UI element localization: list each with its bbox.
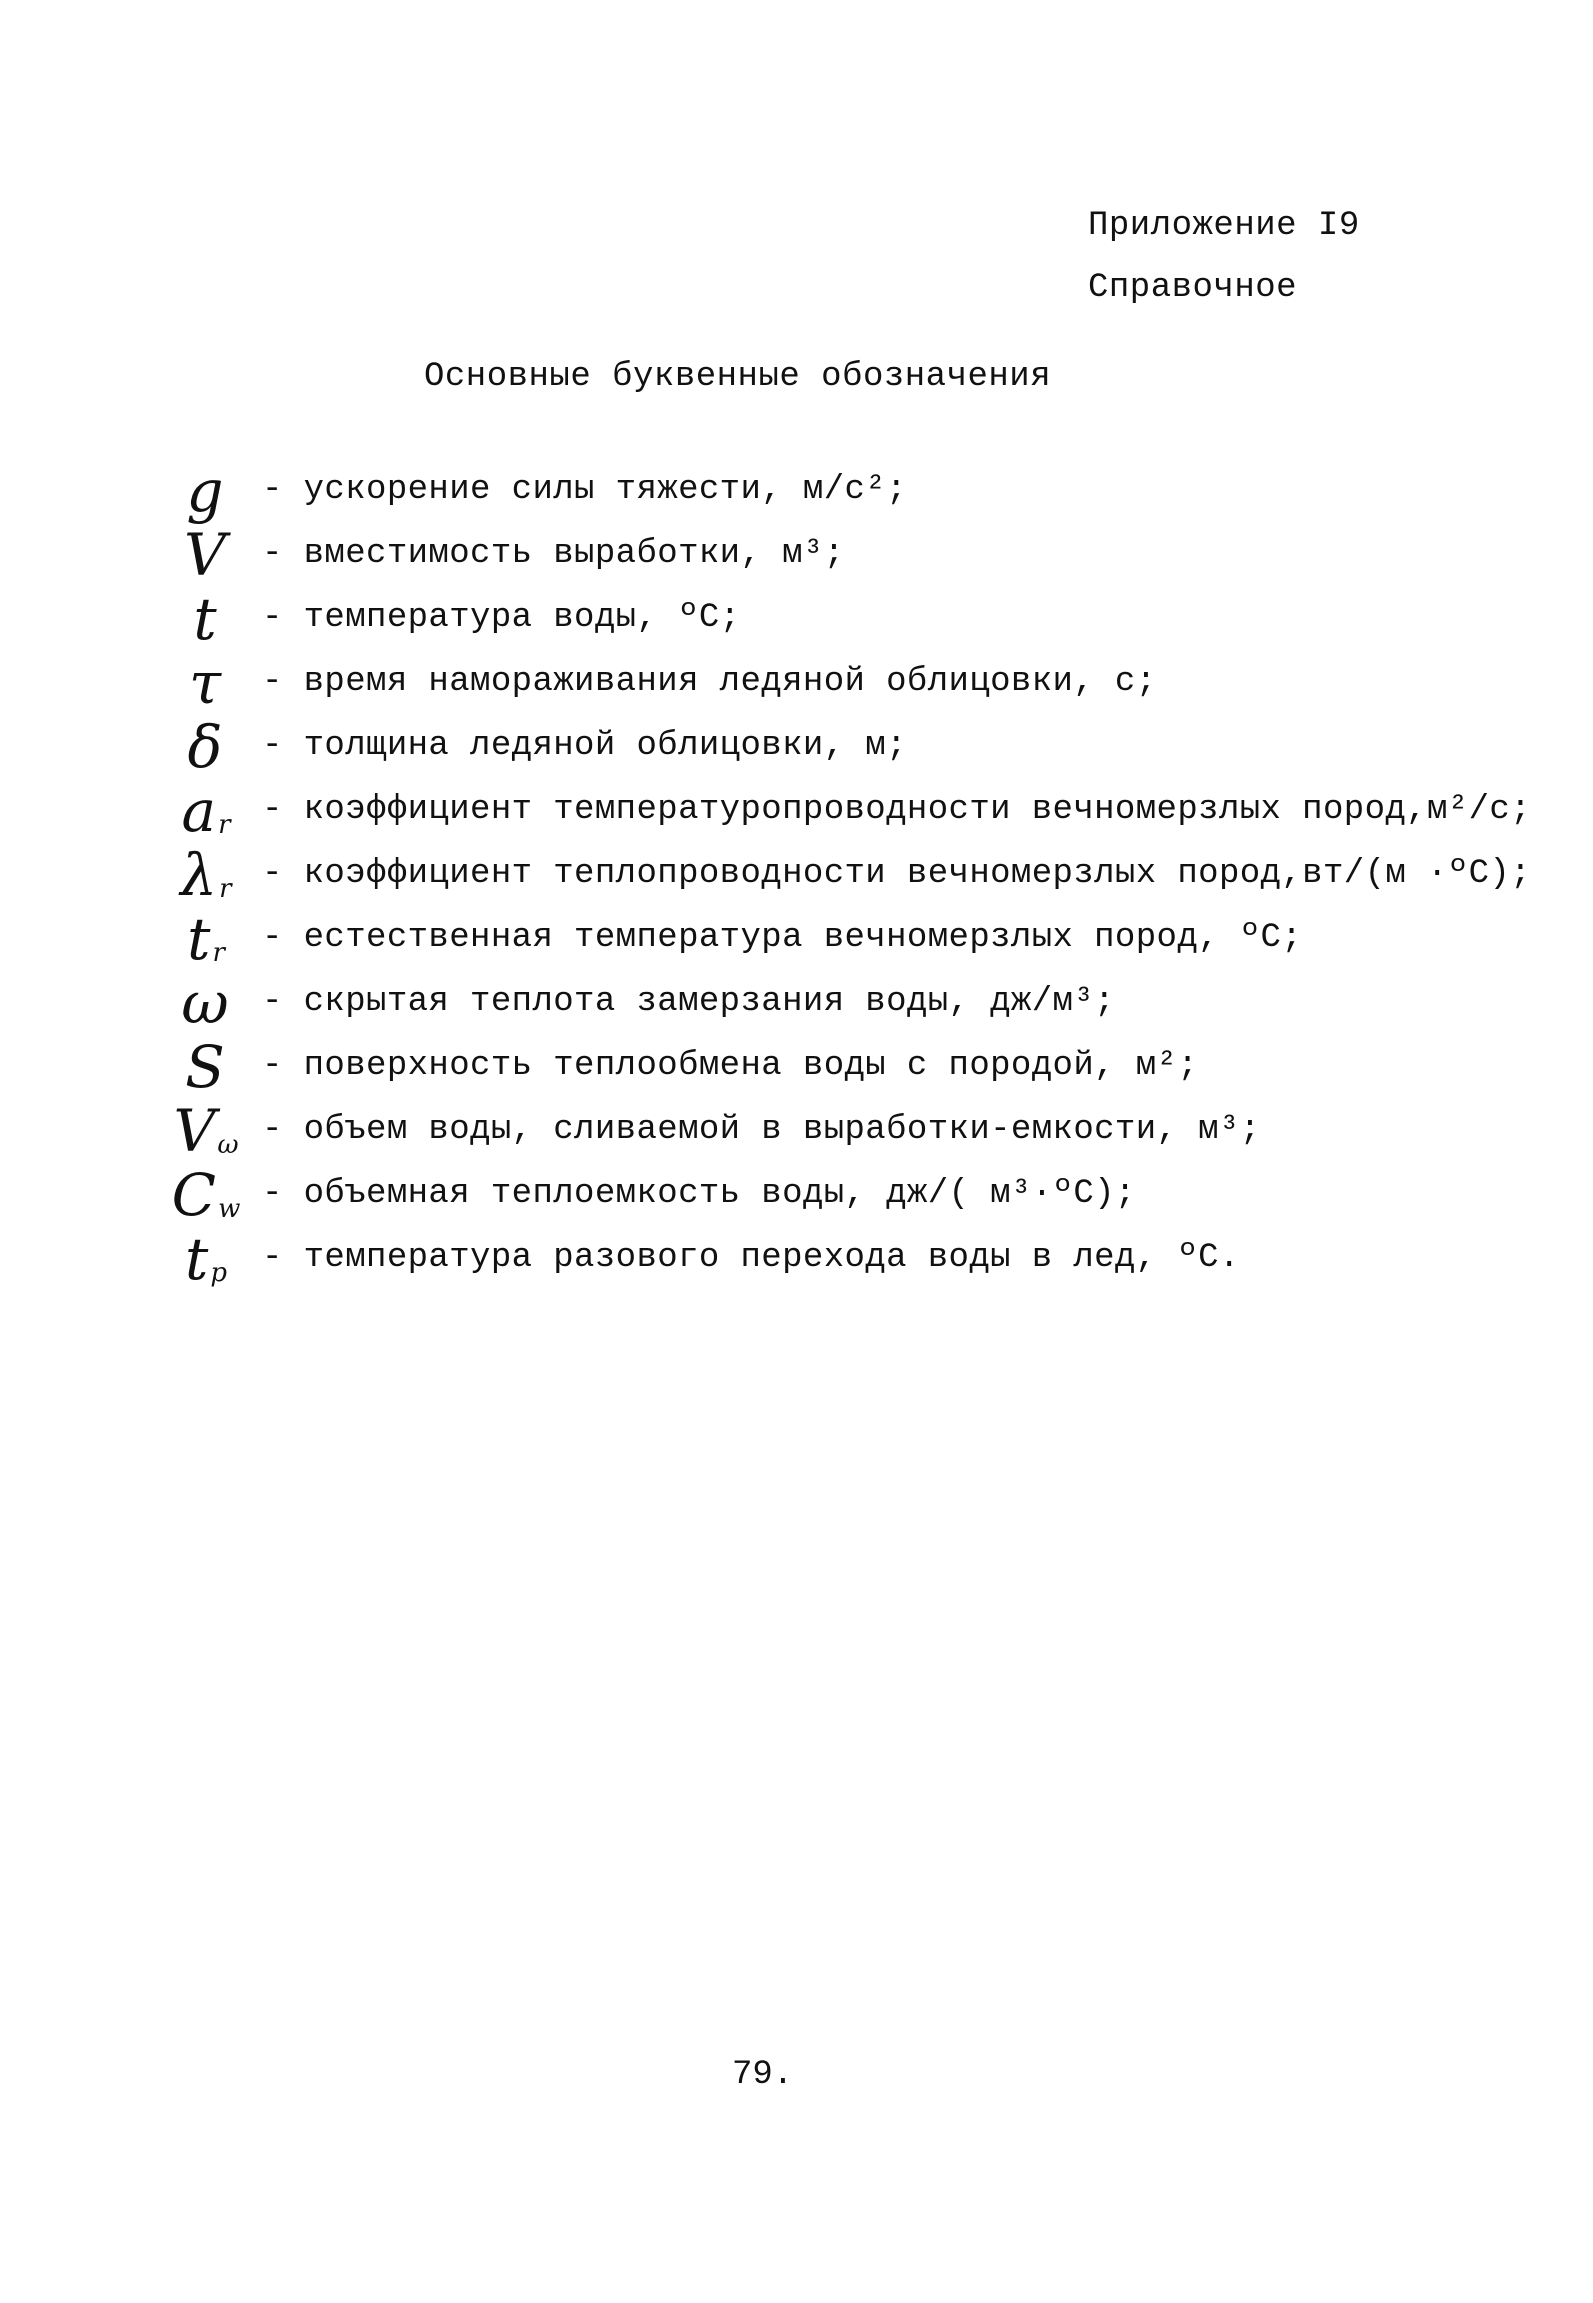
legend-item: [150, 841, 1570, 909]
legend-description: - коэффициент температуропроводности вечномерзлых пород,м²/с;: [262, 791, 1532, 829]
legend-item: [150, 585, 1570, 653]
legend-item: [150, 521, 1570, 589]
legend-symbol: g: [186, 457, 224, 525]
legend-description: - вместимость выработки, м³;: [262, 535, 845, 573]
legend-symbol: V ω: [173, 1097, 239, 1165]
legend-symbol: t r: [187, 905, 225, 973]
legend-symbol: a r: [181, 777, 231, 845]
legend-symbol: ω: [181, 969, 229, 1037]
legend-item: [150, 969, 1570, 1037]
legend-description: - ускорение силы тяжести, м/с²;: [262, 471, 907, 509]
legend-item: [150, 1097, 1570, 1165]
legend-item: [150, 777, 1570, 845]
symbol-legend: [150, 457, 1570, 1293]
legend-symbol: t: [193, 585, 217, 653]
legend-item: [150, 1225, 1570, 1293]
appendix-label: Приложение I9: [1088, 207, 1360, 245]
legend-description: - время намораживания ледяной облицовки, с;: [262, 663, 1157, 701]
legend-item: [150, 649, 1570, 717]
legend-item: [150, 457, 1570, 525]
legend-description: - температура воды, ºС;: [262, 599, 741, 637]
legend-symbol: δ: [187, 713, 223, 781]
legend-item: [150, 1033, 1570, 1101]
legend-description: - коэффициент теплопроводности вечномерзлых пород,вт/(м ·ºС);: [262, 855, 1532, 893]
legend-description: - толщина ледяной облицовки, м;: [262, 727, 907, 765]
legend-symbol: V: [184, 521, 226, 589]
appendix-header: [1088, 195, 1360, 319]
page-title: Основные буквенные обозначения: [424, 358, 1052, 396]
legend-symbol: S: [185, 1033, 225, 1101]
legend-symbol: t p: [185, 1225, 227, 1293]
legend-item: [150, 905, 1570, 973]
appendix-type: Справочное: [1088, 269, 1298, 307]
page-number: 79.: [732, 2056, 794, 2094]
legend-description: - естественная температура вечномерзлых пород, ºС;: [262, 919, 1303, 957]
legend-item: [150, 713, 1570, 781]
legend-symbol: τ: [188, 649, 222, 717]
legend-item: [150, 1161, 1570, 1229]
legend-description: - объем воды, сливаемой в выработки-емкости, м³;: [262, 1111, 1261, 1149]
legend-symbol: λ r: [180, 841, 232, 909]
legend-description: - температура разового перехода воды в лед, ºС.: [262, 1239, 1240, 1277]
legend-description: - поверхность теплообмена воды с породой, м²;: [262, 1047, 1199, 1085]
legend-symbol: C w: [171, 1161, 241, 1229]
legend-description: - объемная теплоемкость воды, дж/( м³·ºС);: [262, 1175, 1136, 1213]
legend-description: - скрытая теплота замерзания воды, дж/м³;: [262, 983, 1115, 1021]
